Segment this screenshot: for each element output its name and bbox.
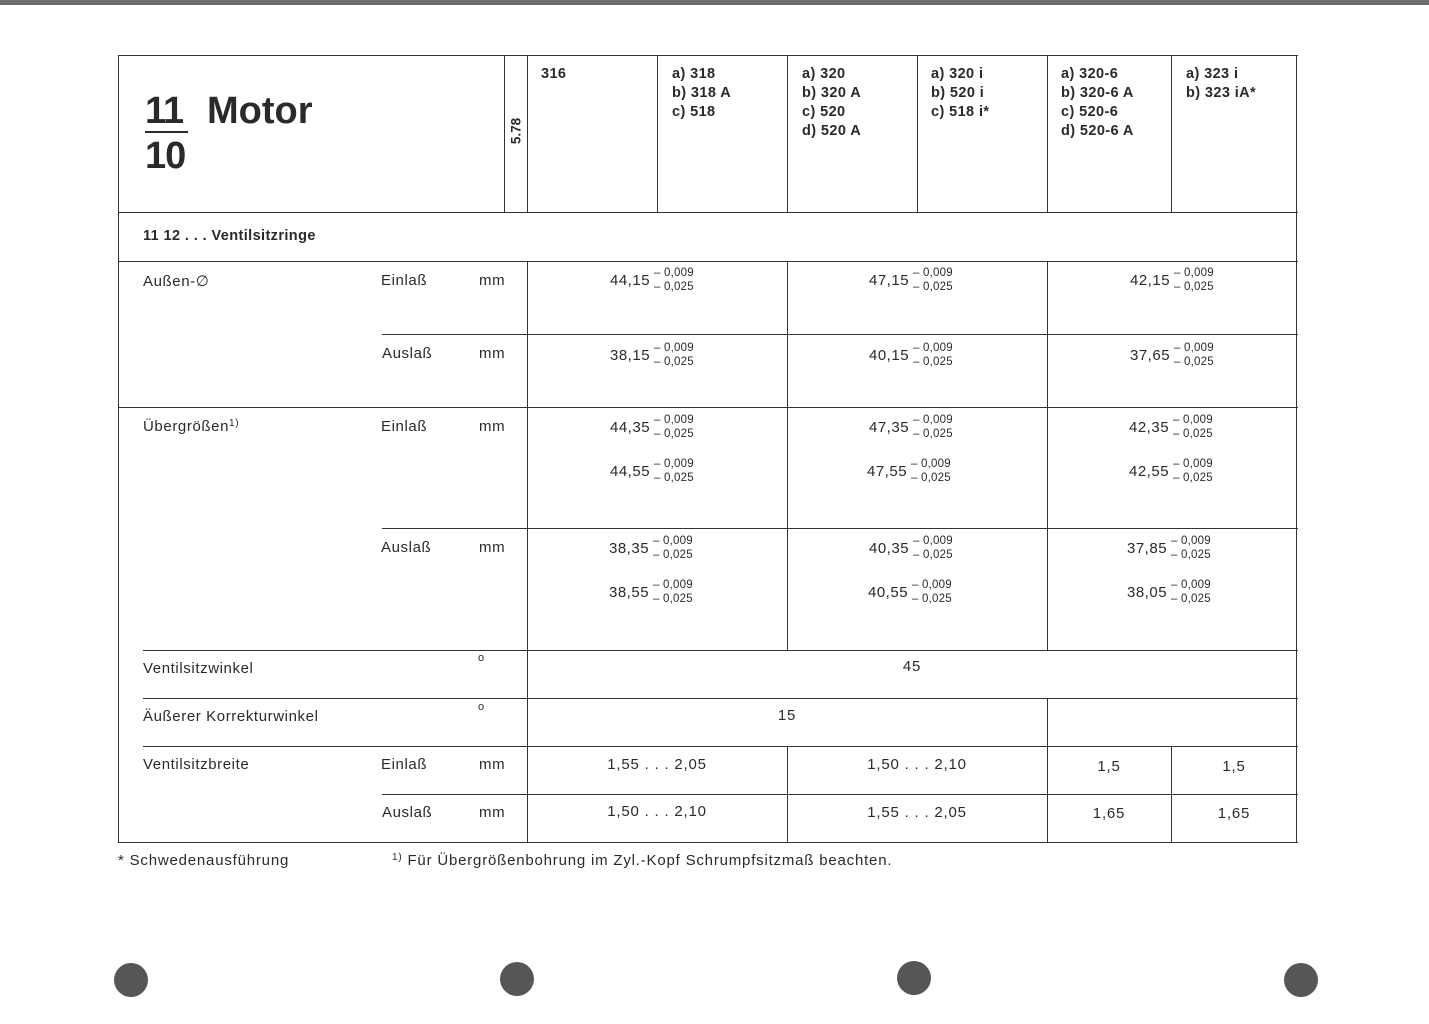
unit-mm-6: mm [479, 804, 506, 821]
value-cell: 1,55 . . . 2,05 [867, 804, 967, 821]
model-col-2: a) 318 b) 318 A c) 518 [672, 66, 732, 120]
binder-hole [897, 961, 931, 995]
value-cell: 47,15 – 0,009 – 0,025 [869, 267, 953, 293]
label-korrekturwinkel: Äußerer Korrekturwinkel [143, 708, 319, 725]
value-cell: 44,15 – 0,009 – 0,025 [610, 267, 694, 293]
chapter-number-bottom: 10 [145, 135, 186, 177]
value-cell: 44,55 – 0,009 – 0,025 [610, 458, 694, 484]
value-cell: 1,5 [1097, 758, 1121, 775]
label-uebergroessen [143, 418, 239, 435]
model-col-5: a) 320-6 b) 320-6 A c) 520-6 d) 520-6 A [1061, 66, 1134, 139]
value-ventilsitzwinkel: 45 [902, 658, 922, 675]
footnote-one-text: Für Übergrößenbohrung im Zyl.-Kopf Schrumpfsitzmaß beachten. [407, 852, 893, 869]
unit-deg-1: o [478, 652, 485, 664]
binder-hole [1284, 963, 1318, 997]
unit-deg-2: o [478, 701, 485, 713]
value-cell: 40,35 – 0,009 – 0,025 [869, 535, 953, 561]
value-cell: 1,50 . . . 2,10 [607, 803, 707, 820]
label-auslass-2: Auslaß [381, 539, 432, 556]
label-einlass-1: Einlaß [381, 272, 428, 289]
value-cell: 42,35 – 0,009 – 0,025 [1129, 414, 1213, 440]
value-cell: 1,65 [1092, 805, 1126, 822]
footnote-one-mark: 1) [392, 852, 403, 863]
value-korrekturwinkel: 15 [777, 707, 797, 724]
value-cell: 38,15 – 0,009 – 0,025 [610, 342, 694, 368]
value-cell: 40,15 – 0,009 – 0,025 [869, 342, 953, 368]
label-einlass-3: Einlaß [381, 756, 428, 773]
label-ventilsitzwinkel: Ventilsitzwinkel [143, 660, 254, 677]
model-col-6: a) 323 i b) 323 iA* [1186, 66, 1257, 101]
model-col-4: a) 320 i b) 520 i c) 518 i* [931, 66, 990, 120]
value-cell: 47,55 – 0,009 – 0,025 [867, 458, 951, 484]
value-cell: 42,15 – 0,009 – 0,025 [1130, 267, 1214, 293]
chapter-fraction-line [145, 131, 188, 133]
date-code: 5.78 [508, 117, 524, 145]
model-col-1: 316 [541, 66, 567, 82]
value-cell: 37,65 – 0,009 – 0,025 [1130, 342, 1214, 368]
value-cell: 47,35 – 0,009 – 0,025 [869, 414, 953, 440]
value-cell: 38,35 – 0,009 – 0,025 [609, 535, 693, 561]
value-cell: 37,85 – 0,009 – 0,025 [1127, 535, 1211, 561]
value-cell: 42,55 – 0,009 – 0,025 [1129, 458, 1213, 484]
label-ventilsitzbreite: Ventilsitzbreite [143, 756, 250, 773]
value-cell: 40,55 – 0,009 – 0,025 [868, 579, 952, 605]
value-cell: 38,05 – 0,009 – 0,025 [1127, 579, 1211, 605]
unit-mm-1: mm [479, 272, 506, 289]
footnote-one [392, 852, 892, 869]
top-edge [0, 0, 1429, 5]
footnote-mark-1: 1) [229, 418, 240, 429]
unit-mm-2: mm [479, 345, 506, 362]
label-uebergroessen-text: Übergrößen [143, 418, 230, 435]
unit-mm-3: mm [479, 418, 506, 435]
unit-mm-5: mm [479, 756, 506, 773]
value-cell: 1,65 [1217, 805, 1251, 822]
label-aussen: Außen-∅ [143, 273, 210, 290]
value-cell: 1,55 . . . 2,05 [607, 756, 707, 773]
label-auslass-1: Auslaß [382, 345, 433, 362]
page-title: Motor [207, 90, 313, 132]
chapter-number-top: 11 [145, 90, 184, 132]
section-title: 11 12 . . . Ventilsitzringe [143, 228, 316, 244]
value-cell: 38,55 – 0,009 – 0,025 [609, 579, 693, 605]
value-cell: 1,50 . . . 2,10 [867, 756, 967, 773]
value-cell: 44,35 – 0,009 – 0,025 [610, 414, 694, 440]
label-auslass-3: Auslaß [382, 804, 433, 821]
unit-mm-4: mm [479, 539, 506, 556]
label-einlass-2: Einlaß [381, 418, 428, 435]
value-cell: 1,5 [1222, 758, 1246, 775]
binder-hole [114, 963, 148, 997]
footnote-star: * Schwedenausführung [118, 852, 290, 869]
binder-hole [500, 962, 534, 996]
model-col-3: a) 320 b) 320 A c) 520 d) 520 A [802, 66, 862, 139]
